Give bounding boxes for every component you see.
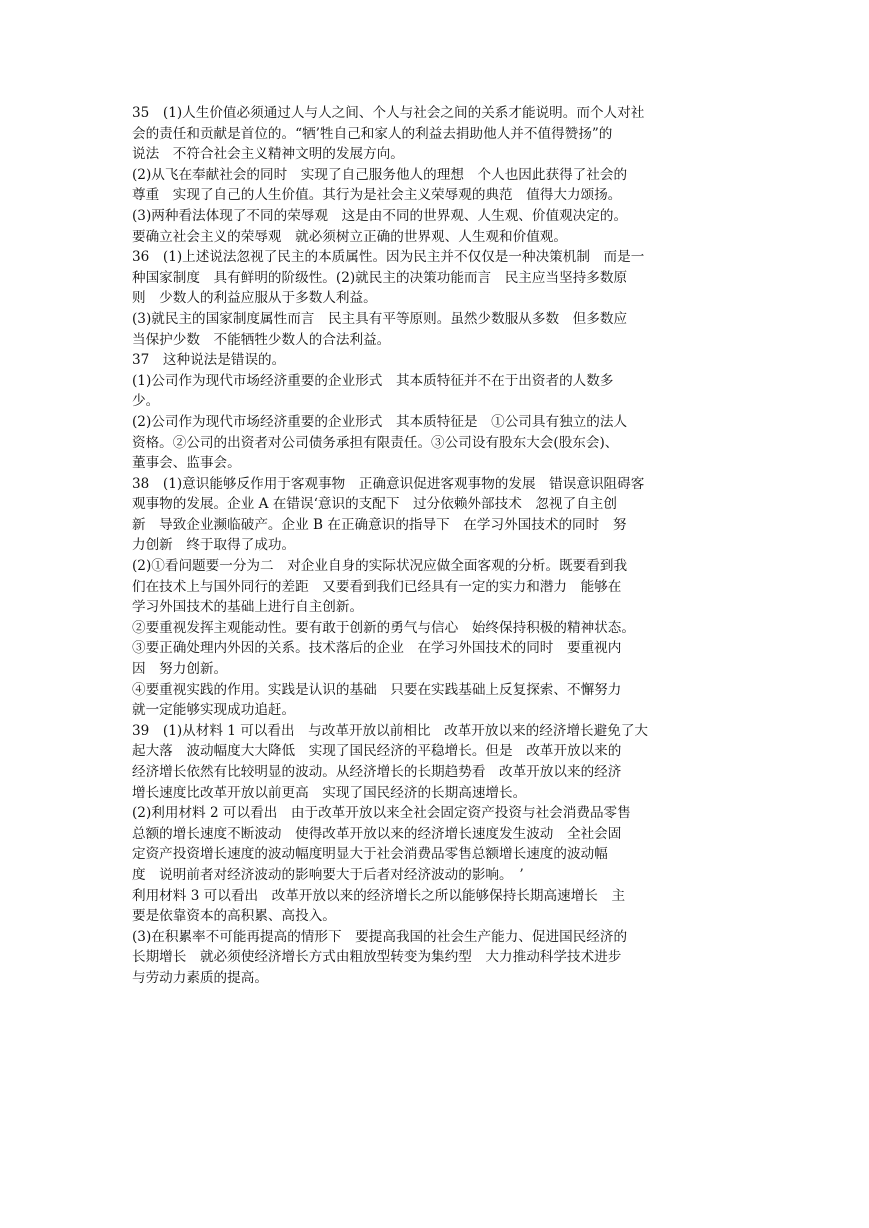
text-line: (3)两种看法体现了不同的荣辱观 这是由不同的世界观、人生观、价值观决定的。 <box>132 207 628 224</box>
text-line: 说法 不符合社会主义精神文明的发展方向。 <box>132 146 404 163</box>
text-line: 39 (1)从材料 1 可以看出 与改革开放以前相比 改革开放以来的经济增长避免了大 <box>132 722 649 739</box>
text-line: 新 导致企业濒临破产。企业 B 在正确意识的指导下 在学习外国技术的同时 努 <box>132 516 627 533</box>
text-line: 定资产投资增长速度的波动幅度明显大于社会消费品零售总额增长速度的波动幅 <box>132 846 608 863</box>
text-line: (3)就民主的国家制度属性而言 民主具有平等原则。虽然少数服从多数 但多数应 <box>132 310 628 327</box>
text-line: 要是依靠资本的高积累、高投入。 <box>132 908 336 925</box>
text-line: 种国家制度 具有鲜明的阶级性。(2)就民主的决策功能而言 民主应当坚持多数原 <box>132 269 628 286</box>
text-line: 利用材料 3 可以看出 改革开放以来的经济增长之所以能够保持长期高速增长 主 <box>132 887 626 904</box>
text-line: (2)公司作为现代市场经济重要的企业形式 其本质特征是 ①公司具有独立的法人 <box>132 413 628 430</box>
text-line: 度 说明前者对经济波动的影响要大于后者对经济波动的影响。 ’ <box>132 866 524 883</box>
text-line: 会的责任和贡献是首位的。“牺’牲自己和家人的利益去捐助他人并不值得赞扬”的 <box>132 125 613 142</box>
text-line: 35 (1)人生价值必须通过人与人之间、个人与社会之间的关系才能说明。而个人对社 <box>132 105 645 121</box>
text-line: ④要重视实践的作用。实践是认识的基础 只要在实践基础上反复探索、不懈努力 <box>132 681 622 698</box>
text-line: 起大落 波动幅度大大降低 实现了国民经济的平稳增长。但是 改革开放以来的 <box>132 743 622 760</box>
text-line: 经济增长依然有比较明显的波动。从经济增长的长期趋势看 改革开放以来的经济 <box>132 764 622 780</box>
text-line: ②要重视发挥主观能动性。要有敢于创新的勇气与信心 始终保持积极的精神状态。 <box>132 619 635 636</box>
text-line: 则 少数人的利益应服从于多数人利益。 <box>132 290 377 307</box>
text-line: (1)公司作为现代市场经济重要的企业形式 其本质特征并不在于出资者的人数多 <box>132 372 614 389</box>
text-line: (2)从飞在奉献社会的同时 实现了自己服务他人的理想 个人也因此获得了社会的 <box>132 166 628 183</box>
text-line: 36 (1)上述说法忽视了民主的本质属性。因为民主并不仅仅是一种决策机制 而是一 <box>132 249 645 266</box>
text-line: 就一定能够实现成功追赶。 <box>132 702 296 719</box>
text-line: 总额的增长速度不断波动 使得改革开放以来的经济增长速度发生波动 全社会固 <box>132 825 622 842</box>
text-line: 要确立社会主义的荣辱观 就必须树立正确的世界观、人生观和价值观。 <box>132 228 567 245</box>
text-line: 当保护少数 不能牺牲少数人的合法利益。 <box>132 331 391 348</box>
text-line: 与劳动力素质的提高。 <box>132 969 268 986</box>
text-line: 38 (1)意识能够反作用于客观事物 正确意识促进客观事物的发展 错误意识阻碍客 <box>132 475 645 492</box>
text-line: 因 努力创新。 <box>132 661 228 678</box>
text-line: (3)在积累率不可能再提高的情形下 要提高我国的社会生产能力、促进国民经济的 <box>132 928 628 945</box>
text-line: 增长速度比改革开放以前更高 实现了国民经济的长期高速增长。 <box>132 784 527 801</box>
text-line: 尊重 实现了自己的人生价值。其行为是社会主义荣辱观的典范 值得大力颂扬。 <box>132 187 622 204</box>
text-line: 长期增长 就必须使经济增长方式由粗放型转变为集约型 大力推动科学技术进步 <box>132 949 622 966</box>
text-line: 观事物的发展。企业 A 在错误‘意识的支配下 过分依赖外部技术 忽视了自主创 <box>132 496 617 513</box>
text-line: 力创新 终于取得了成功。 <box>132 537 296 554</box>
text-line: 学习外国技术的基础上进行自主创新。 <box>132 599 364 616</box>
answer-text-block <box>132 103 732 989</box>
text-line: (2)①看问题要一分为二 对企业自身的实际状况应做全面客观的分析。既要看到我 <box>132 558 628 575</box>
text-line: 资格。②公司的出资者对公司债务承担有限责任。③公司设有股东大会(股东会)、 <box>132 434 619 451</box>
text-line: 董事会、监事会。 <box>132 455 241 472</box>
text-line: 们在技术上与国外同行的差距 又要看到我们已经具有一定的实力和潜力 能够在 <box>132 578 622 595</box>
text-line: ③要正确处理内外因的关系。技术落后的企业 在学习外国技术的同时 要重视内 <box>132 640 622 657</box>
text-line: 37 这种说法是错误的。 <box>132 352 286 369</box>
text-line: 少。 <box>132 393 160 410</box>
text-line: (2)利用材料 2 可以看出 由于改革开放以来全社会固定资产投资与社会消费品零售 <box>132 805 631 822</box>
